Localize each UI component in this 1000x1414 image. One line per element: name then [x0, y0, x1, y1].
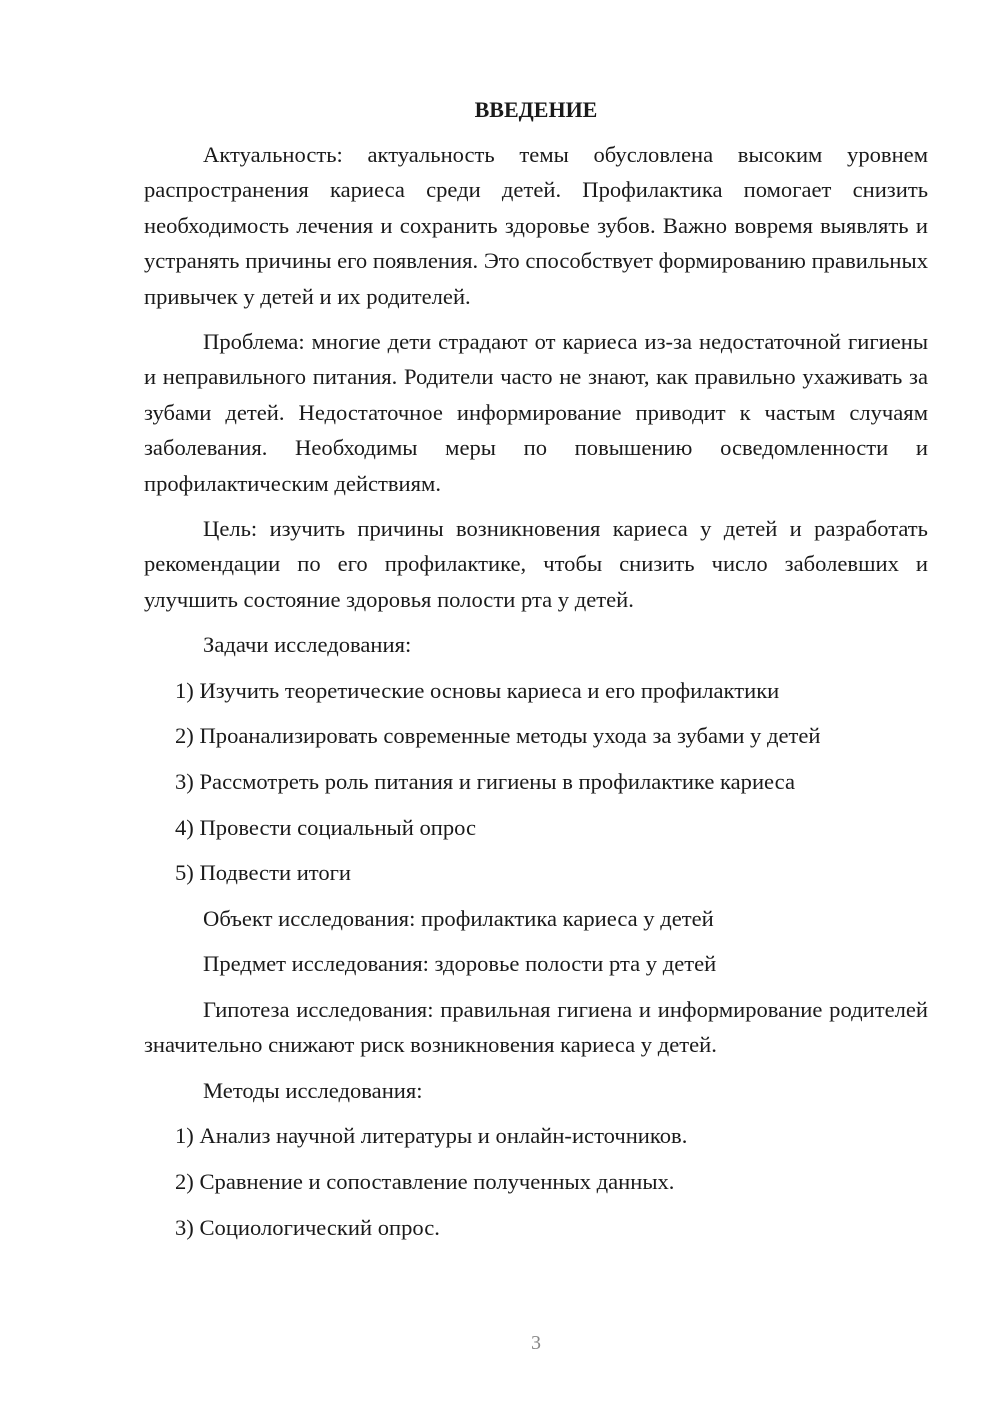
- page-title: ВВЕДЕНИЕ: [474, 97, 598, 122]
- problem-paragraph: Проблема: многие дети страдают от кариеса из-за недостаточной гигиены и неправильного питания. Родители часто не знают, как правильно ухаживать за зубами детей. Недостаточное информирование приводит к частым случаям заболевания. Необходимы меры по повышению осведомленности и профилактическим действиям.: [144, 329, 928, 496]
- page-number: 3: [531, 1332, 541, 1354]
- methods-heading: Методы исследования:: [203, 1077, 423, 1103]
- task-item: 2) Проанализировать современные методы ухода за зубами у детей: [175, 723, 821, 749]
- research-object: Объект исследования: профилактика кариеса у детей: [203, 905, 714, 931]
- task-item: 3) Рассмотреть роль питания и гигиены в профилактике кариеса: [175, 769, 795, 795]
- method-item: 3) Социологический опрос.: [175, 1214, 440, 1240]
- task-item: 4) Провести социальный опрос: [175, 814, 477, 840]
- tasks-list: [144, 673, 928, 891]
- method-item: 1) Анализ научной литературы и онлайн-источников.: [175, 1123, 688, 1149]
- method-item: 2) Сравнение и сопоставление полученных данных.: [175, 1169, 675, 1195]
- goal-paragraph: Цель: изучить причины возникновения кариеса у детей и разработать рекомендации по его профилактике, чтобы снизить число заболевших и улучшить состояние здоровья полости рта у детей.: [144, 516, 928, 612]
- document-page: [144, 92, 928, 1255]
- research-subject: Предмет исследования: здоровье полости рта у детей: [203, 951, 717, 977]
- hypothesis-paragraph: Гипотеза исследования: правильная гигиена и информирование родителей значительно снижают риск возникновения кариеса у детей.: [144, 997, 928, 1058]
- tasks-heading: Задачи исследования:: [203, 632, 412, 658]
- task-item: 1) Изучить теоретические основы кариеса и его профилактики: [175, 677, 780, 703]
- methods-list: [144, 1118, 928, 1245]
- task-item: 5) Подвести итоги: [175, 860, 352, 886]
- relevance-paragraph: Актуальность: актуальность темы обусловлена высоким уровнем распространения кариеса среди детей. Профилактика помогает снизить необходимость лечения и сохранить здоровье зубов. Важно вовремя выявлять и устранять причины его появления. Это способствует формированию правильных привычек у детей и их родителей.: [144, 142, 928, 309]
